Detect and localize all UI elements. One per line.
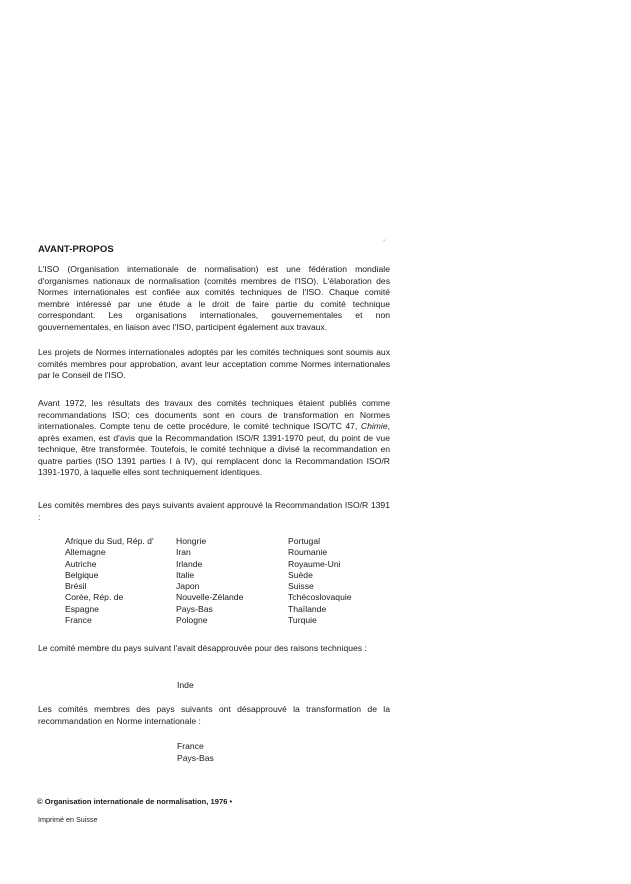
country-item: Tchécoslovaquie xyxy=(288,592,352,603)
paragraph-iso-intro: L'ISO (Organisation internationale de normalisation) est une fédération mondiale d'organismes nationaux de normalisation (comités membres de l'ISO). L'élaboration des Normes internationales est confiée aux comités techniques de l'ISO. Chaque comité membre intéressé par une étude a le droit de faire partie du comité technique correspondant. Les organisations internationales, gouvernementales et non gouvernementales, en liaison avec l'ISO, participent également aux travaux. xyxy=(38,264,390,332)
country-item: Royaume-Uni xyxy=(288,558,341,569)
country-item: Belgique xyxy=(65,569,99,580)
country-item: Hongrie xyxy=(176,536,207,546)
scan-speck xyxy=(383,239,386,242)
country-item: Espagne xyxy=(65,603,99,614)
country-item: Brésil xyxy=(65,581,87,592)
country-item: Turquie xyxy=(288,615,317,626)
country-item: Pologne xyxy=(176,615,208,626)
committee-name: Chimie xyxy=(360,421,388,431)
country-item: Pays-Bas xyxy=(177,752,214,763)
country-item: Iran xyxy=(176,547,191,558)
country-item: Italie xyxy=(176,569,195,580)
country-item: France xyxy=(177,741,204,751)
country-item: Irlande xyxy=(176,558,203,569)
disapproving-transformation-list xyxy=(177,741,214,764)
country-item: Nouvelle-Zélande xyxy=(176,592,244,603)
country-item: Japon xyxy=(176,581,200,592)
countries-column-1 xyxy=(65,536,154,626)
country-item: Allemagne xyxy=(65,547,106,558)
countries-column-2 xyxy=(176,536,243,626)
disapproving-technical-list xyxy=(177,680,194,692)
country-item: Inde xyxy=(177,680,194,690)
paragraph-disapproving-transformation: Les comités membres des pays suivants ont désapprouvé la transformation de la recommandation en Norme internationale : xyxy=(38,704,390,726)
printed-in-notice: Imprimé en Suisse xyxy=(38,815,98,824)
country-item: Thaïlande xyxy=(288,603,327,614)
paragraph-approving-intro: Les comités membres des pays suivants avaient approuvé la Recommandation ISO/R 1391 : xyxy=(38,500,390,522)
section-heading: AVANT-PROPOS xyxy=(38,244,114,255)
country-item: Suisse xyxy=(288,581,314,592)
paragraph-draft-standards: Les projets de Normes internationales adoptés par les comités techniques sont soumis aux comités membres pour approbation, avant leur acceptation comme Normes internationales par le Conseil de l'ISO. xyxy=(38,347,390,380)
approving-countries-list xyxy=(65,536,395,636)
country-item: Portugal xyxy=(288,536,321,546)
paragraph-disapproving-technical: Le comité membre du pays suivant l'avait désapprouvée pour des raisons techniques : xyxy=(38,643,367,653)
paragraph-history-part2: , après examen, est d'avis que la Recommandation ISO/R 1391-1970 peut, du point de vue technique, être transformée. Toutefois, le comité technique a divisé la recommandation en quatre parties (ISO 1391 parties I à IV), qui remplacent donc la Recommandation ISO/R 1391-1970, à laquelle elles sont techniquement identiques. xyxy=(38,421,390,477)
copyright-notice: © Organisation internationale de normalisation, 1976 • xyxy=(37,797,233,806)
country-item: Autriche xyxy=(65,558,97,569)
paragraph-history-part1: Avant 1972, les résultats des travaux des comités techniques étaient publiés comme recommandations ISO; ces documents sont en cours de transformation en Normes internationales. Compte tenu de cette procédure, le comité technique ISO/TC 47, xyxy=(38,398,390,431)
country-item: Afrique du Sud, Rép. d' xyxy=(65,536,154,546)
country-item: Corée, Rép. de xyxy=(65,592,124,603)
paragraph-history xyxy=(38,398,390,479)
country-item: Suède xyxy=(288,569,313,580)
country-item: Roumanie xyxy=(288,547,328,558)
country-item: Pays-Bas xyxy=(176,603,213,614)
countries-column-3 xyxy=(288,536,352,626)
country-item: France xyxy=(65,615,92,626)
